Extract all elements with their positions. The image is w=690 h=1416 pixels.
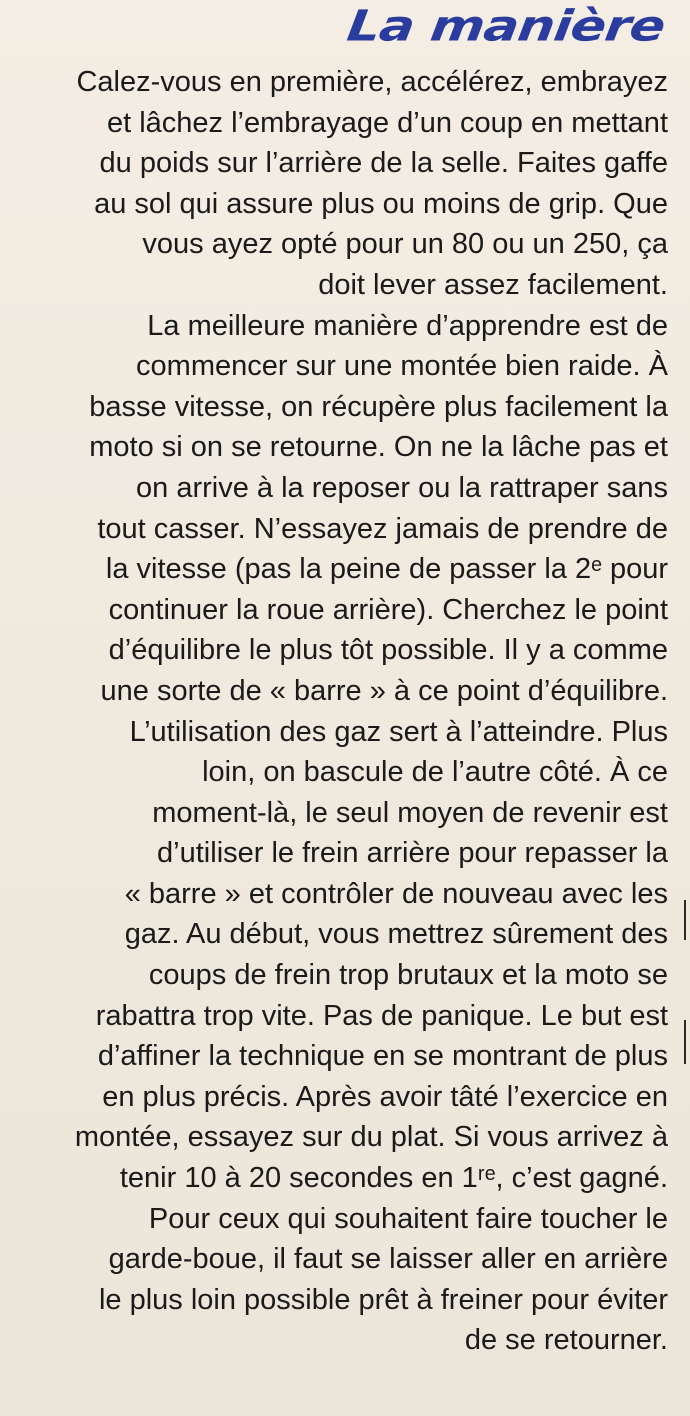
text-line: tenir 10 à 20 secondes en 1ʳᵉ, c’est gagné. <box>119 1162 668 1195</box>
text-line: moto si on se retourne. On ne la lâche pas et <box>89 431 668 464</box>
text-line: « barre » et contrôler de nouveau avec les <box>124 877 668 910</box>
text-line: en plus précis. Après avoir tâté l’exercice en <box>102 1080 668 1113</box>
text-line: basse vitesse, on récupère plus facilement la <box>89 390 668 423</box>
text-line: commencer sur une montée bien raide. À <box>136 350 668 383</box>
text-line: le plus loin possible prêt à freiner pour éviter <box>98 1283 668 1316</box>
text-line: montée, essayez sur du plat. Si vous arrivez à <box>74 1121 668 1154</box>
text-line: gaz. Au début, vous mettrez sûrement des <box>124 918 668 951</box>
text-line: d’équilibre le plus tôt possible. Il y a comme <box>108 634 668 667</box>
article-body <box>6 62 668 1361</box>
text-line: une sorte de « barre » à ce point d’équilibre. <box>100 674 668 707</box>
text-line: garde-boue, il faut se laisser aller en arrière <box>108 1243 668 1276</box>
section-title: La manière <box>344 2 668 52</box>
text-line: au sol qui assure plus ou moins de grip. Que <box>94 187 668 220</box>
text-line: tout casser. N’essayez jamais de prendre de <box>97 512 668 545</box>
text-line: de se retourner. <box>464 1324 668 1357</box>
text-line: loin, on bascule de l’autre côté. À ce <box>202 756 668 789</box>
text-line: doit lever assez facilement. <box>318 268 668 301</box>
text-line: coups de frein trop brutaux et la moto se <box>148 959 668 992</box>
text-line: la vitesse (pas la peine de passer la 2ᵉ pour <box>105 553 668 586</box>
margin-rule-mark <box>684 900 686 940</box>
text-line: on arrive à la reposer ou la rattraper sans <box>136 471 668 504</box>
text-line: Calez-vous en première, accélérez, embrayez <box>76 66 668 98</box>
text-line: continuer la roue arrière). Cherchez le point <box>108 593 668 626</box>
text-line: moment-là, le seul moyen de revenir est <box>152 796 668 829</box>
text-line: du poids sur l’arrière de la selle. Faites gaffe <box>99 147 668 180</box>
text-line: d’affiner la technique en se montrant de plus <box>97 1040 668 1073</box>
text-line: et lâchez l’embrayage d’un coup en mettant <box>106 106 668 139</box>
text-line: rabattra trop vite. Pas de panique. Le but est <box>95 999 668 1032</box>
text-line: Pour ceux qui souhaitent faire toucher le <box>148 1202 668 1235</box>
text-line: La meilleure manière d’apprendre est de <box>147 309 668 342</box>
text-line: vous ayez opté pour un 80 ou un 250, ça <box>142 228 668 261</box>
text-line: L’utilisation des gaz sert à l’atteindre. Plus <box>129 715 668 748</box>
margin-rule-mark <box>684 1020 686 1064</box>
text-line: d’utiliser le frein arrière pour repasser la <box>157 837 668 870</box>
